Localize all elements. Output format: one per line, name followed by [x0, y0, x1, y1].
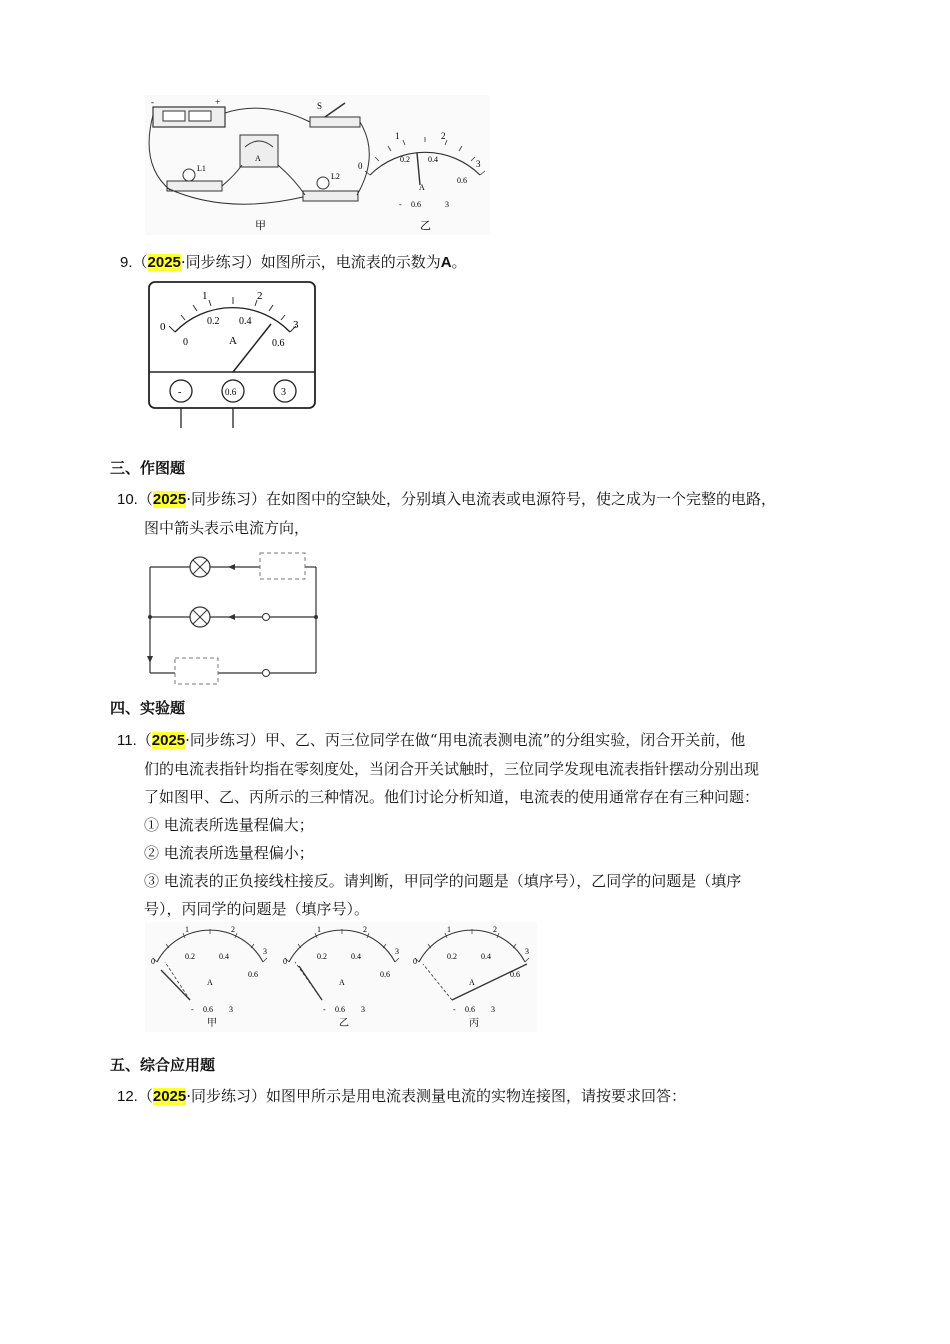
meter-yi [358, 131, 485, 232]
scale-bottom-0: 0 [183, 337, 188, 348]
svg-text:0.2: 0.2 [185, 952, 195, 961]
blank-box-top [260, 553, 305, 579]
svg-text:A: A [339, 978, 345, 987]
svg-text:+: + [215, 97, 221, 107]
svg-text:0: 0 [413, 957, 417, 966]
scale-top-2: 2 [257, 290, 263, 302]
svg-text:3: 3 [229, 1005, 233, 1014]
svg-text:A: A [469, 978, 475, 987]
question-text-line1: 在如图中的空缺处，分别填入电流表或电源符号，使之成为一个完整的电路， [266, 490, 777, 508]
meter-jia [151, 925, 267, 1029]
year-highlight: 2025 [152, 491, 187, 508]
svg-text:丙: 丙 [469, 1018, 479, 1029]
lamp-l2 [303, 172, 358, 201]
svg-text:-: - [453, 1005, 456, 1014]
svg-text:0.4: 0.4 [219, 952, 229, 961]
switch-contact-middle [263, 614, 270, 621]
svg-text:2: 2 [363, 925, 367, 934]
ammeter-figure-q9 [145, 280, 320, 430]
source-tag: ·同步练习） [185, 731, 265, 749]
svg-text:0.2: 0.2 [317, 952, 327, 961]
svg-text:0.6: 0.6 [457, 176, 467, 185]
svg-text:2: 2 [493, 925, 497, 934]
svg-text:0.6: 0.6 [510, 970, 520, 979]
svg-text:3: 3 [445, 200, 449, 209]
switch [310, 101, 360, 127]
svg-text:0.6: 0.6 [380, 970, 390, 979]
svg-text:-: - [191, 1005, 194, 1014]
question-text: 如图所示，电流表的示数为 [260, 253, 441, 271]
source-tag: ·同步练习） [186, 490, 267, 508]
svg-text:-: - [151, 97, 154, 107]
ammeter-device [240, 135, 278, 167]
scale-top-0: 0 [160, 321, 166, 333]
switch-contact-bottom [263, 670, 270, 677]
svg-text:3: 3 [525, 947, 529, 956]
question-text-line2: 们的电流表指针均指在零刻度处，当闭合开关试触时，三位同学发现电流表指针摆动分别出现 [144, 760, 760, 778]
section-title-5: 五、综合应用题 [110, 1056, 216, 1074]
scale-bottom-2: 0.4 [239, 316, 252, 327]
svg-text:0: 0 [358, 161, 363, 171]
section-title-3: 三、作图题 [110, 459, 186, 477]
question-text-line3: 了如图甲、乙、丙所示的三种情况。他们讨论分析知道，电流表的使用通常存在有三种问题： [144, 788, 760, 806]
terminal-3: 3 [281, 387, 286, 398]
question-text-line2: 图中箭头表示电流方向， [144, 519, 310, 537]
svg-text:0.4: 0.4 [481, 952, 491, 961]
svg-text:3: 3 [361, 1005, 365, 1014]
question-9: 9.（2025·同步练习）如图所示，电流表的示数为A。 [120, 253, 467, 271]
svg-text:-: - [399, 200, 402, 209]
svg-text:甲: 甲 [207, 1018, 217, 1029]
circuit-diagram-q10 [140, 545, 325, 690]
svg-text:0.4: 0.4 [428, 155, 438, 164]
svg-text:L1: L1 [197, 164, 206, 173]
unit-symbol: A [440, 254, 452, 271]
svg-text:0.6: 0.6 [411, 200, 421, 209]
meter-bing [413, 925, 529, 1029]
year-highlight: 2025 [147, 254, 181, 271]
svg-text:S: S [317, 101, 323, 111]
meters-figure-q11 [145, 922, 537, 1032]
svg-text:A: A [207, 978, 213, 987]
question-number: 9. [120, 254, 133, 271]
meter-unit: A [229, 335, 237, 347]
year-highlight: 2025 [151, 732, 186, 749]
section-title-4: 四、实验题 [110, 699, 186, 717]
svg-text:0.4: 0.4 [351, 952, 361, 961]
svg-text:1: 1 [447, 925, 451, 934]
terminal-minus: - [178, 387, 182, 398]
blank-box-bottom [175, 658, 218, 684]
svg-text:0.6: 0.6 [335, 1005, 345, 1014]
option-3-continued: 号），丙同学的问题是（填序号）。 [144, 900, 370, 918]
caption-left: 甲 [255, 220, 266, 232]
question-10: 10.（2025·同步练习）在如图中的空缺处，分别填入电流表或电源符号，使之成为一个完整的电路， 图中箭头表示电流方向， [117, 485, 877, 542]
scale-top-3: 3 [293, 319, 299, 331]
svg-text:1: 1 [395, 131, 400, 141]
scale-top-1: 1 [202, 290, 208, 302]
svg-text:0: 0 [283, 957, 287, 966]
year-highlight: 2025 [152, 1088, 187, 1105]
question-number: 11. [117, 732, 137, 749]
scale-bottom-3: 0.6 [272, 338, 285, 349]
option-3: ③ 电流表的正负接线柱接反。请判断，甲同学的问题是（填序号），乙同学的问题是（填序 [144, 872, 742, 890]
svg-text:1: 1 [185, 925, 189, 934]
option-2: ② 电流表所选量程偏小； [144, 844, 314, 862]
svg-text:0.2: 0.2 [447, 952, 457, 961]
svg-text:-: - [323, 1005, 326, 1014]
svg-text:0.6: 0.6 [465, 1005, 475, 1014]
question-text: 如图甲所示是用电流表测量电流的实物连接图，请按要求回答： [266, 1087, 687, 1105]
svg-text:2: 2 [231, 925, 235, 934]
battery [151, 97, 225, 127]
svg-text:0: 0 [151, 957, 155, 966]
svg-text:A: A [419, 183, 425, 192]
svg-text:1: 1 [317, 925, 321, 934]
svg-text:3: 3 [491, 1005, 495, 1014]
source-tag: ·同步练习） [186, 1087, 267, 1105]
svg-text:A: A [255, 154, 261, 163]
figure-circuit-and-meter [145, 95, 490, 235]
svg-text:3: 3 [395, 947, 399, 956]
lamp-l1 [167, 164, 222, 191]
question-number: 10. [117, 491, 138, 508]
svg-text:乙: 乙 [339, 1018, 349, 1029]
meter-yi [283, 925, 399, 1029]
svg-text:0.6: 0.6 [203, 1005, 213, 1014]
lamp-symbol-top [190, 557, 210, 577]
lamp-symbol-middle [190, 607, 210, 627]
question-11: 11.（2025·同步练习）甲、乙、丙三位同学在做“用电流表测电流”的分组实验，闭合开关前，他 们的电流表指针均指在零刻度处，当闭合开关试触时，三位同学发现电流表指针摆动分别出现 了如图甲、乙、丙所示的三种情况。他们讨论分析知道，电流表的使用通常存在有三种问题： ① 电流表所选量程偏大； ② 电流表所选量程偏小； ③ 电流表的正负接线柱接反。请判断，甲同学的问题是（填序号），乙同学的问题是（填序 号），丙同学的问题是（填序号）。 [117, 726, 877, 923]
question-12: 12.（2025·同步练习）如图甲所示是用电流表测量电流的实物连接图，请按要求回答： [117, 1087, 687, 1105]
svg-text:乙: 乙 [420, 220, 431, 232]
option-1: ① 电流表所选量程偏大； [144, 816, 314, 834]
svg-text:0.6: 0.6 [248, 970, 258, 979]
svg-text:0.2: 0.2 [400, 155, 410, 164]
terminal-0-6: 0.6 [225, 387, 237, 397]
svg-text:2: 2 [441, 131, 446, 141]
scale-bottom-1: 0.2 [207, 316, 220, 327]
question-text-line1: 甲、乙、丙三位同学在做“用电流表测电流”的分组实验，闭合开关前，他 [264, 731, 746, 749]
source-tag: ·同步练习） [180, 253, 261, 271]
svg-text:L2: L2 [331, 172, 340, 181]
svg-text:3: 3 [263, 947, 267, 956]
svg-text:3: 3 [476, 159, 481, 169]
question-number: 12. [117, 1088, 138, 1105]
